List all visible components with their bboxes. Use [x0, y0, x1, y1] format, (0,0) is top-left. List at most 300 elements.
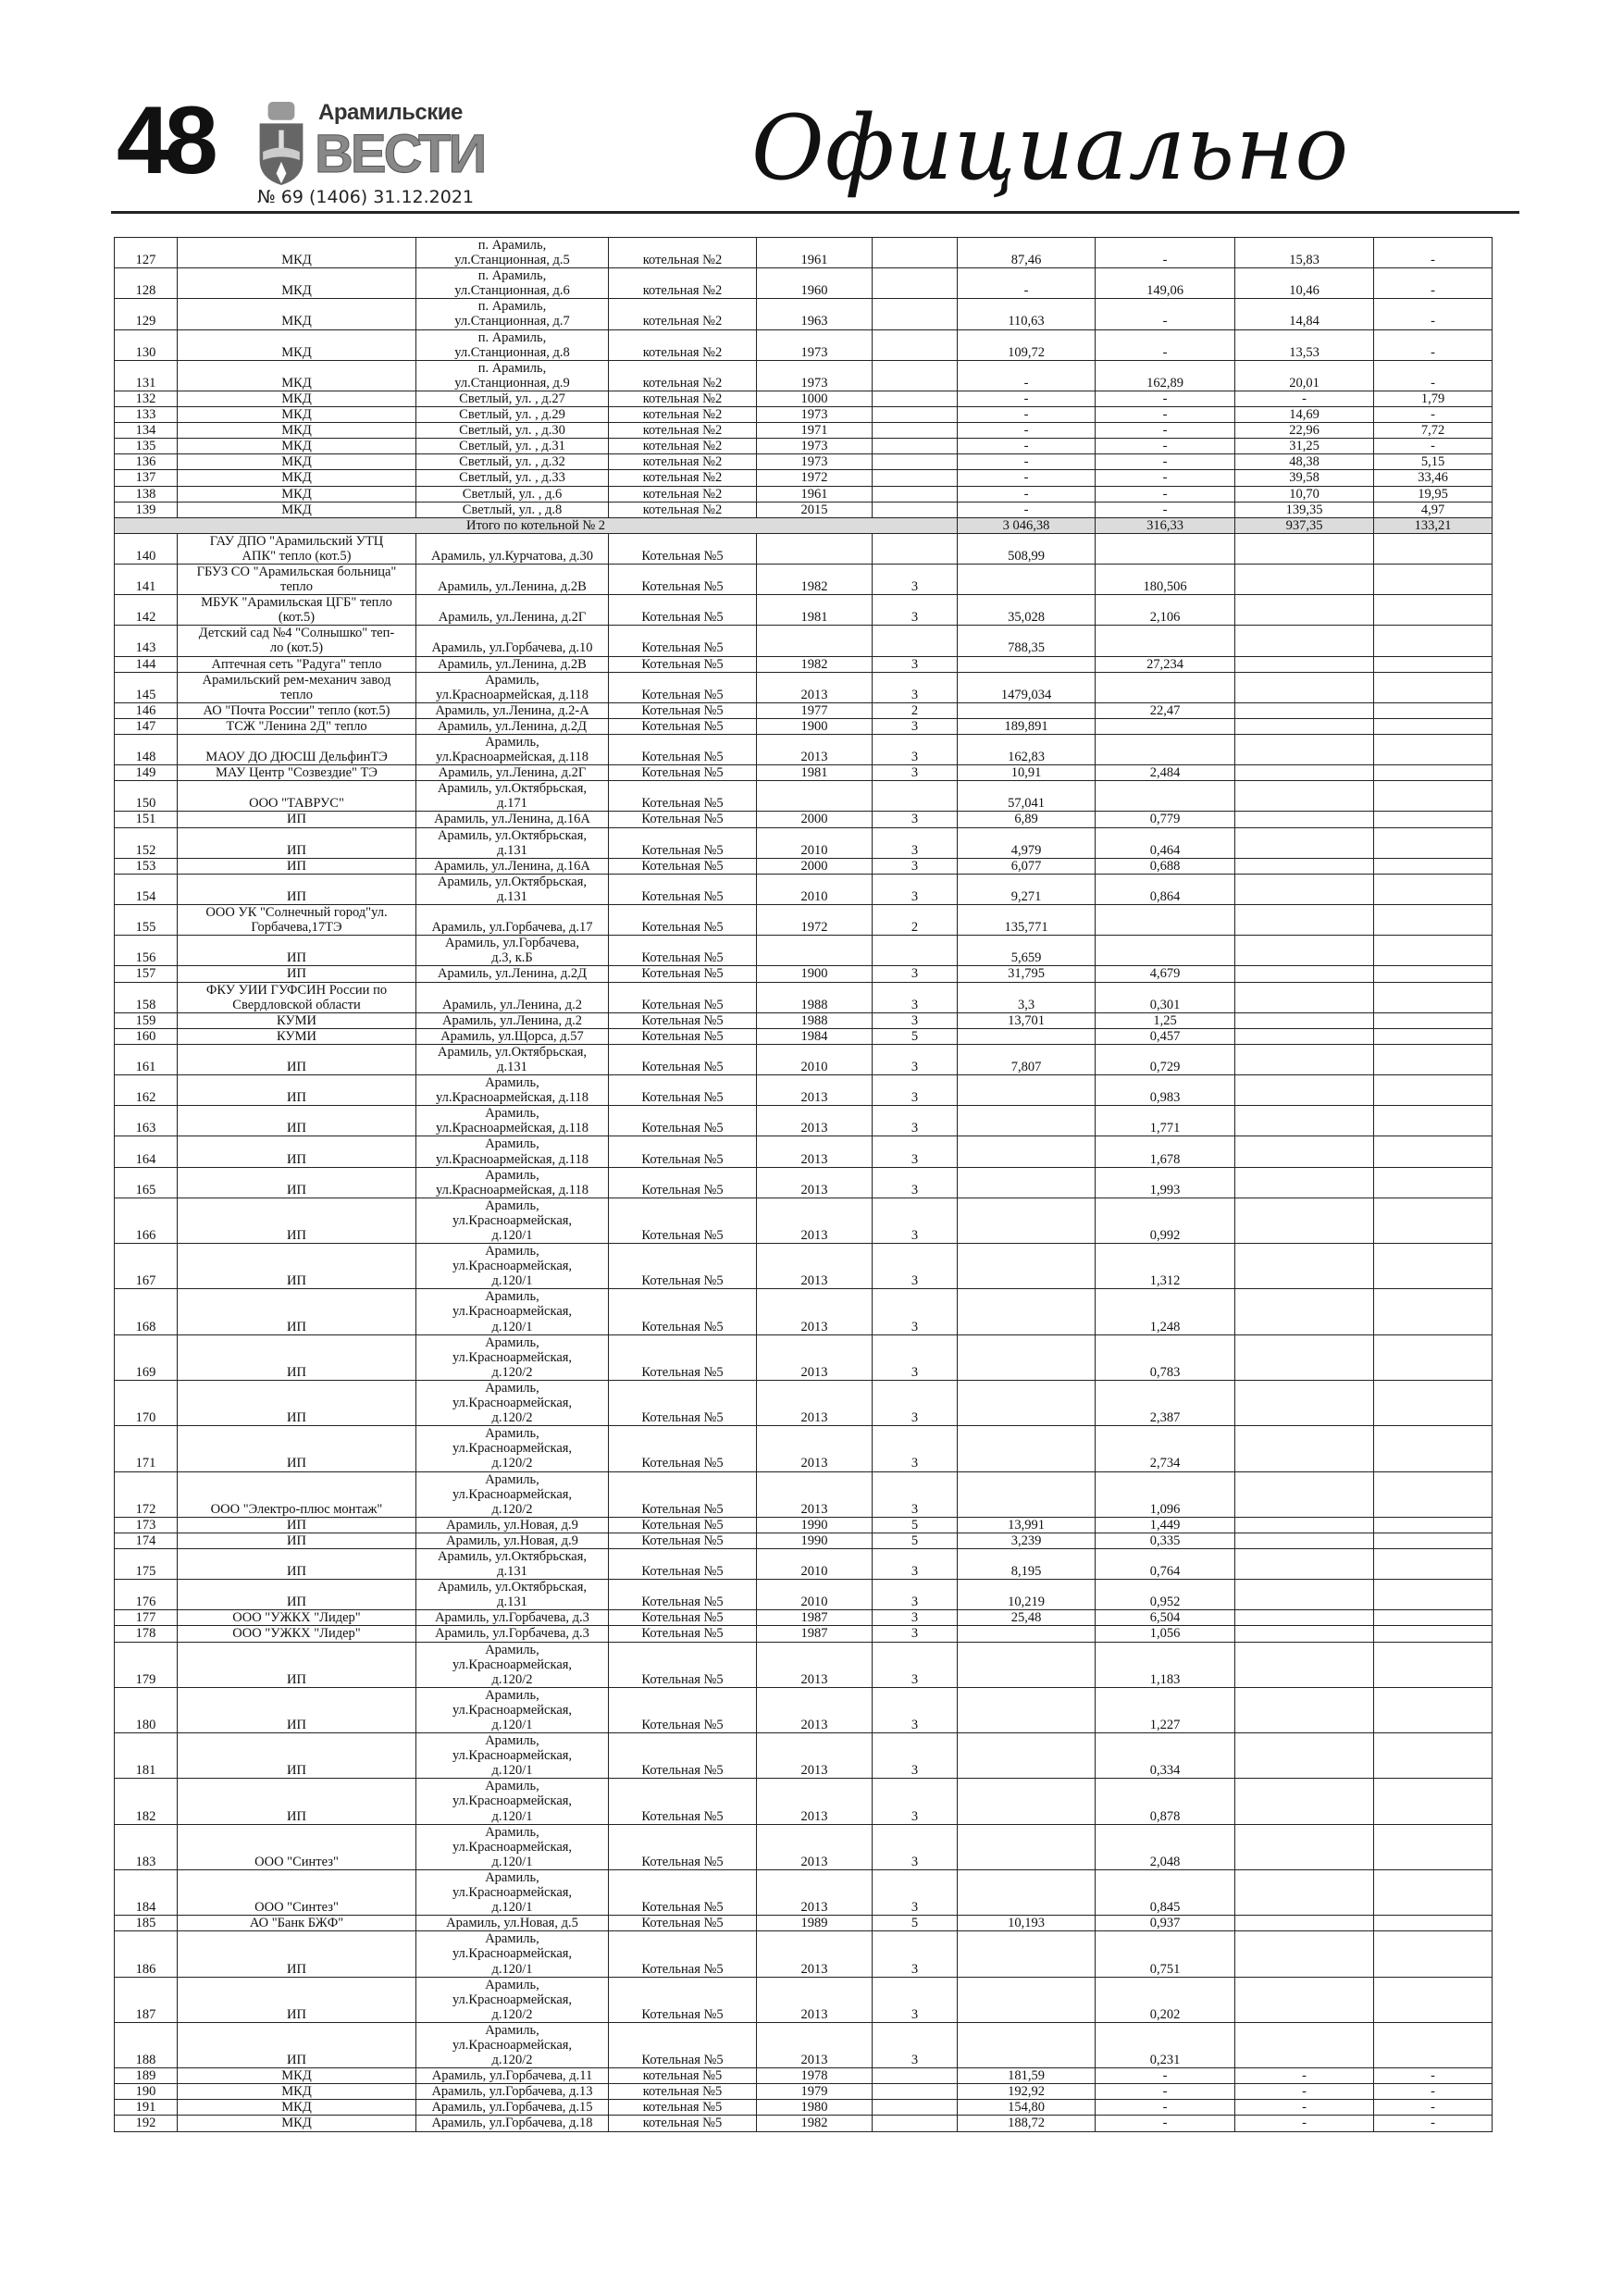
table-row	[115, 1533, 1493, 1548]
cell-consumer: МКД	[178, 502, 416, 517]
cell-value-4	[1374, 718, 1493, 734]
cell-floors: 3	[873, 1167, 958, 1198]
cell-row-number: 129	[115, 299, 178, 329]
cell-row-number: 139	[115, 502, 178, 517]
cell-floors	[873, 470, 958, 486]
cell-row-number: 137	[115, 470, 178, 486]
cell-value-2: 0,751	[1096, 1931, 1235, 1977]
cell-value-3: 48,38	[1235, 454, 1374, 470]
cell-consumer: ИП	[178, 1580, 416, 1610]
cell-value-1	[958, 1869, 1096, 1915]
cell-value-4: 19,95	[1374, 486, 1493, 502]
cell-consumer: ИП	[178, 1106, 416, 1136]
cell-row-number: 152	[115, 827, 178, 858]
cell-value-2: 0,952	[1096, 1580, 1235, 1610]
cell-value-4	[1374, 905, 1493, 936]
cell-boiler-house: Котельная №5	[609, 1244, 757, 1289]
cell-boiler-house: котельная №2	[609, 454, 757, 470]
cell-year: 1978	[757, 2068, 873, 2084]
cell-consumer: МКД	[178, 423, 416, 439]
cell-year: 1989	[757, 1916, 873, 1931]
cell-value-2	[1096, 672, 1235, 702]
cell-value-3	[1235, 656, 1374, 672]
cell-boiler-house: Котельная №5	[609, 858, 757, 874]
cell-boiler-house: котельная №2	[609, 268, 757, 299]
table-row	[115, 765, 1493, 781]
cell-year: 1000	[757, 391, 873, 406]
cell-value-1	[958, 1471, 1096, 1517]
cell-value-2: 1,449	[1096, 1517, 1235, 1533]
table-row	[115, 781, 1493, 812]
cell-floors: 3	[873, 656, 958, 672]
cell-row-number: 156	[115, 936, 178, 966]
cell-value-3	[1235, 781, 1374, 812]
cell-value-1: 162,83	[958, 735, 1096, 765]
cell-address: Арамиль, ул.Горбачева, д.3	[416, 1626, 609, 1642]
cell-value-3	[1235, 1610, 1374, 1626]
cell-boiler-house: Котельная №5	[609, 812, 757, 827]
cell-value-4	[1374, 1028, 1493, 1044]
cell-value-1: 109,72	[958, 329, 1096, 360]
cell-consumer: ИП	[178, 1977, 416, 2022]
cell-address: Арамиль, ул.Ленина, д.2В	[416, 564, 609, 594]
logo-top-text: Арамильские	[318, 100, 463, 125]
cell-address: п. Арамиль, ул.Станционная, д.6	[416, 268, 609, 299]
cell-address: Светлый, ул. , д.29	[416, 407, 609, 423]
cell-boiler-house: Котельная №5	[609, 1198, 757, 1243]
cell-year: 2013	[757, 1244, 873, 1289]
cell-row-number: 158	[115, 982, 178, 1012]
cell-value-1: 10,193	[958, 1916, 1096, 1931]
cell-consumer: МАОУ ДО ДЮСШ ДельфинТЭ	[178, 735, 416, 765]
cell-year: 2013	[757, 1733, 873, 1779]
cell-boiler-house: котельная №2	[609, 502, 757, 517]
cell-value-4: -	[1374, 2116, 1493, 2131]
cell-floors: 3	[873, 1380, 958, 1425]
cell-value-1: 35,028	[958, 595, 1096, 626]
cell-row-number: 172	[115, 1471, 178, 1517]
cell-address: Арамиль, ул.Новая, д.9	[416, 1517, 609, 1533]
cell-floors: 5	[873, 1916, 958, 1931]
cell-year: 1960	[757, 268, 873, 299]
cell-value-3	[1235, 1380, 1374, 1425]
cell-consumer: МКД	[178, 360, 416, 391]
cell-value-3: -	[1235, 2068, 1374, 2084]
cell-value-4: 4,97	[1374, 502, 1493, 517]
cell-row-number: 160	[115, 1028, 178, 1044]
cell-address: Арамиль, ул.Красноармейская, д.120/1	[416, 1198, 609, 1243]
cell-value-1: 9,271	[958, 874, 1096, 904]
cell-floors: 5	[873, 1533, 958, 1548]
cell-value-4	[1374, 1517, 1493, 1533]
cell-value-1: 1479,034	[958, 672, 1096, 702]
cell-value-4	[1374, 812, 1493, 827]
cell-value-4: -	[1374, 407, 1493, 423]
cell-value-3	[1235, 1167, 1374, 1198]
table-row	[115, 268, 1493, 299]
cell-consumer: МКД	[178, 470, 416, 486]
table-row	[115, 1471, 1493, 1517]
cell-year: 2013	[757, 1167, 873, 1198]
cell-value-4	[1374, 781, 1493, 812]
cell-consumer: ИП	[178, 812, 416, 827]
cell-value-1: 192,92	[958, 2084, 1096, 2100]
table-row	[115, 1136, 1493, 1167]
cell-address: Арамиль, ул.Ленина, д.2	[416, 1012, 609, 1028]
cell-consumer: МКД	[178, 454, 416, 470]
cell-value-4	[1374, 1733, 1493, 1779]
cell-value-4: 1,79	[1374, 391, 1493, 406]
cell-consumer: Арамильский рем-механич завод тепло	[178, 672, 416, 702]
cell-address: Арамиль, ул.Октябрьская, д.131	[416, 827, 609, 858]
total-label: Итого по котельной № 2	[115, 517, 958, 533]
cell-row-number: 167	[115, 1244, 178, 1289]
table-row	[115, 360, 1493, 391]
cell-consumer: ИП	[178, 2022, 416, 2067]
cell-value-3	[1235, 1012, 1374, 1028]
cell-value-4	[1374, 1580, 1493, 1610]
cell-boiler-house: котельная №2	[609, 407, 757, 423]
cell-value-3	[1235, 672, 1374, 702]
table-row	[115, 533, 1493, 564]
cell-value-2: 2,734	[1096, 1426, 1235, 1471]
cell-year: 1981	[757, 595, 873, 626]
cell-boiler-house: Котельная №5	[609, 1471, 757, 1517]
cell-consumer: ИП	[178, 1198, 416, 1243]
cell-value-2: 1,096	[1096, 1471, 1235, 1517]
cell-year: 2010	[757, 827, 873, 858]
cell-year: 2013	[757, 1824, 873, 1869]
cell-boiler-house: Котельная №5	[609, 735, 757, 765]
cell-value-2: 0,864	[1096, 874, 1235, 904]
cell-consumer: ИП	[178, 1244, 416, 1289]
cell-value-4	[1374, 1533, 1493, 1548]
cell-value-4	[1374, 2022, 1493, 2067]
cell-address: Светлый, ул. , д.32	[416, 454, 609, 470]
cell-year: 2000	[757, 858, 873, 874]
cell-row-number: 148	[115, 735, 178, 765]
cell-address: Арамиль, ул.Щорса, д.57	[416, 1028, 609, 1044]
cell-row-number: 144	[115, 656, 178, 672]
cell-address: Арамиль, ул.Красноармейская, д.118	[416, 1106, 609, 1136]
table-row	[115, 1106, 1493, 1136]
cell-consumer: МКД	[178, 407, 416, 423]
cell-value-3	[1235, 564, 1374, 594]
cell-floors: 3	[873, 1687, 958, 1732]
cell-value-3	[1235, 533, 1374, 564]
cell-row-number: 181	[115, 1733, 178, 1779]
cell-value-1	[958, 1779, 1096, 1824]
cell-address: Арамиль, ул.Красноармейская, д.118	[416, 1167, 609, 1198]
cell-address: Арамиль, ул.Горбачева, д.10	[416, 626, 609, 656]
cell-year: 2013	[757, 1075, 873, 1106]
cell-address: Арамиль, ул.Курчатова, д.30	[416, 533, 609, 564]
cell-address: Светлый, ул. , д.8	[416, 502, 609, 517]
cell-address: Светлый, ул. , д.30	[416, 423, 609, 439]
cell-value-4: -	[1374, 439, 1493, 454]
cell-address: Арамиль, ул.Горбачева, д.3, к.Б	[416, 936, 609, 966]
cell-value-1: -	[958, 486, 1096, 502]
cell-address: Арамиль, ул.Красноармейская, д.118	[416, 1136, 609, 1167]
cell-consumer: ФКУ УИИ ГУФСИН России по Свердловской области	[178, 982, 416, 1012]
table-row	[115, 2022, 1493, 2067]
cell-floors: 2	[873, 905, 958, 936]
cell-value-3	[1235, 1931, 1374, 1977]
cell-value-4	[1374, 1931, 1493, 1977]
cell-consumer: МКД	[178, 299, 416, 329]
cell-value-3	[1235, 1517, 1374, 1533]
cell-value-2: -	[1096, 439, 1235, 454]
cell-boiler-house: Котельная №5	[609, 1687, 757, 1732]
cell-year: 2013	[757, 1106, 873, 1136]
cell-row-number: 128	[115, 268, 178, 299]
cell-row-number: 143	[115, 626, 178, 656]
cell-floors	[873, 626, 958, 656]
cell-address: Светлый, ул. , д.33	[416, 470, 609, 486]
cell-row-number: 176	[115, 1580, 178, 1610]
cell-value-1: 13,991	[958, 1517, 1096, 1533]
cell-row-number: 136	[115, 454, 178, 470]
cell-consumer: МКД	[178, 268, 416, 299]
cell-boiler-house: Котельная №5	[609, 595, 757, 626]
cell-consumer: МБУК "Арамильская ЦГБ" тепло (кот.5)	[178, 595, 416, 626]
cell-year: 2013	[757, 1779, 873, 1824]
cell-address: Арамиль, ул.Красноармейская, д.120/2	[416, 1977, 609, 2022]
cell-value-2: 2,106	[1096, 595, 1235, 626]
cell-year: 1963	[757, 299, 873, 329]
cell-consumer: АО "Почта России" тепло (кот.5)	[178, 702, 416, 718]
cell-value-3	[1235, 858, 1374, 874]
cell-value-3	[1235, 1733, 1374, 1779]
cell-value-1: 57,041	[958, 781, 1096, 812]
cell-value-3	[1235, 1471, 1374, 1517]
cell-value-1: 788,35	[958, 626, 1096, 656]
table-row	[115, 1517, 1493, 1533]
cell-value-1: 13,701	[958, 1012, 1096, 1028]
cell-boiler-house: Котельная №5	[609, 1931, 757, 1977]
cell-consumer: ИП	[178, 1289, 416, 1334]
cell-value-2	[1096, 905, 1235, 936]
cell-value-1: 3,3	[958, 982, 1096, 1012]
cell-row-number: 147	[115, 718, 178, 734]
cell-address: Арамиль, ул.Красноармейская, д.120/1	[416, 1824, 609, 1869]
cell-floors: 3	[873, 1580, 958, 1610]
cell-row-number: 135	[115, 439, 178, 454]
cell-consumer: АО "Банк БЖФ"	[178, 1916, 416, 1931]
cell-floors: 3	[873, 1198, 958, 1243]
cell-row-number: 179	[115, 1642, 178, 1687]
cell-row-number: 170	[115, 1380, 178, 1425]
cell-value-3	[1235, 1289, 1374, 1334]
cell-consumer: ГБУЗ СО "Арамильская больница" тепло	[178, 564, 416, 594]
cell-address: Арамиль, ул.Красноармейская, д.118	[416, 1075, 609, 1106]
newspaper-logo	[255, 102, 487, 185]
cell-value-2: 0,301	[1096, 982, 1235, 1012]
cell-floors: 3	[873, 718, 958, 734]
cell-floors	[873, 238, 958, 268]
cell-address: Арамиль, ул.Красноармейская, д.120/2	[416, 1426, 609, 1471]
cell-value-2: 149,06	[1096, 268, 1235, 299]
table-row	[115, 1334, 1493, 1380]
table-row	[115, 1028, 1493, 1044]
cell-address: Арамиль, ул.Горбачева, д.13	[416, 2084, 609, 2100]
cell-value-1	[958, 1824, 1096, 1869]
cell-boiler-house: Котельная №5	[609, 1626, 757, 1642]
cell-value-4: 5,15	[1374, 454, 1493, 470]
cell-floors	[873, 936, 958, 966]
cell-boiler-house: котельная №5	[609, 2068, 757, 2084]
cell-floors	[873, 2084, 958, 2100]
cell-address: Арамиль, ул.Ленина, д.16А	[416, 812, 609, 827]
cell-value-2: 22,47	[1096, 702, 1235, 718]
cell-value-2: 0,231	[1096, 2022, 1235, 2067]
coat-of-arms-icon	[255, 102, 307, 185]
cell-row-number: 127	[115, 238, 178, 268]
table-row	[115, 1198, 1493, 1243]
cell-value-3	[1235, 1626, 1374, 1642]
cell-consumer: ИП	[178, 1426, 416, 1471]
cell-address: Арамиль, ул.Красноармейская, д.118	[416, 735, 609, 765]
cell-value-4	[1374, 982, 1493, 1012]
cell-value-2: 27,234	[1096, 656, 1235, 672]
cell-floors	[873, 781, 958, 812]
cell-value-1	[958, 564, 1096, 594]
cell-value-3: 39,58	[1235, 470, 1374, 486]
cell-boiler-house: Котельная №5	[609, 1044, 757, 1074]
cell-year: 2000	[757, 812, 873, 827]
cell-boiler-house: котельная №2	[609, 360, 757, 391]
cell-value-1	[958, 1167, 1096, 1198]
cell-value-4: 7,72	[1374, 423, 1493, 439]
cell-consumer: ИП	[178, 1044, 416, 1074]
issue-info: № 69 (1406) 31.12.2021	[257, 187, 475, 207]
cell-value-2	[1096, 533, 1235, 564]
cell-value-1: 3,239	[958, 1533, 1096, 1548]
cell-year: 2013	[757, 735, 873, 765]
cell-row-number: 165	[115, 1167, 178, 1198]
cell-consumer: ИП	[178, 1548, 416, 1579]
cell-value-3	[1235, 702, 1374, 718]
cell-address: Арамиль, ул.Октябрьская, д.171	[416, 781, 609, 812]
cell-boiler-house: котельная №2	[609, 423, 757, 439]
cell-row-number: 166	[115, 1198, 178, 1243]
cell-value-3	[1235, 1548, 1374, 1579]
cell-year: 2013	[757, 1931, 873, 1977]
cell-value-4	[1374, 533, 1493, 564]
cell-floors: 3	[873, 1136, 958, 1167]
cell-boiler-house: Котельная №5	[609, 564, 757, 594]
table-row	[115, 238, 1493, 268]
cell-floors: 3	[873, 858, 958, 874]
cell-value-1: -	[958, 454, 1096, 470]
cell-consumer: ИП	[178, 1533, 416, 1548]
cell-value-2	[1096, 781, 1235, 812]
cell-value-3	[1235, 1533, 1374, 1548]
cell-address: Арамиль, ул.Ленина, д.2	[416, 982, 609, 1012]
cell-value-1	[958, 1028, 1096, 1044]
cell-address: Арамиль, ул.Красноармейская, д.120/1	[416, 1244, 609, 1289]
cell-boiler-house: Котельная №5	[609, 1075, 757, 1106]
table-row	[115, 2068, 1493, 2084]
cell-value-2: -	[1096, 299, 1235, 329]
cell-value-4	[1374, 1136, 1493, 1167]
cell-consumer: ИП	[178, 1136, 416, 1167]
cell-value-3	[1235, 595, 1374, 626]
cell-value-2: 1,678	[1096, 1136, 1235, 1167]
cell-value-3	[1235, 966, 1374, 982]
cell-row-number: 183	[115, 1824, 178, 1869]
table-row	[115, 1426, 1493, 1471]
cell-boiler-house: котельная №2	[609, 391, 757, 406]
cell-row-number: 163	[115, 1106, 178, 1136]
cell-year: 2013	[757, 1198, 873, 1243]
cell-year: 1982	[757, 2116, 873, 2131]
cell-boiler-house: Котельная №5	[609, 765, 757, 781]
cell-boiler-house: Котельная №5	[609, 982, 757, 1012]
table-row	[115, 439, 1493, 454]
cell-consumer: ИП	[178, 1517, 416, 1533]
cell-floors: 3	[873, 1244, 958, 1289]
cell-year: 1973	[757, 329, 873, 360]
cell-value-2: -	[1096, 486, 1235, 502]
cell-floors: 3	[873, 1471, 958, 1517]
cell-value-1: 6,077	[958, 858, 1096, 874]
cell-value-1	[958, 1380, 1096, 1425]
cell-value-1	[958, 1334, 1096, 1380]
cell-row-number: 180	[115, 1687, 178, 1732]
cell-address: Арамиль, ул.Красноармейская, д.120/2	[416, 1380, 609, 1425]
cell-value-1: -	[958, 502, 1096, 517]
cell-boiler-house: Котельная №5	[609, 1012, 757, 1028]
table-row	[115, 1244, 1493, 1289]
cell-value-4: -	[1374, 2068, 1493, 2084]
cell-address: Арамиль, ул.Октябрьская, д.131	[416, 1044, 609, 1074]
cell-year: 1977	[757, 702, 873, 718]
cell-row-number: 153	[115, 858, 178, 874]
cell-floors: 3	[873, 735, 958, 765]
cell-boiler-house: Котельная №5	[609, 1106, 757, 1136]
cell-value-3: -	[1235, 2100, 1374, 2116]
cell-boiler-house: Котельная №5	[609, 626, 757, 656]
table-row	[115, 1548, 1493, 1579]
cell-consumer: ООО "УЖКХ "Лидер"	[178, 1610, 416, 1626]
cell-address: Арамиль, ул.Красноармейская, д.120/1	[416, 1779, 609, 1824]
table-row	[115, 1044, 1493, 1074]
cell-value-3: 10,70	[1235, 486, 1374, 502]
cell-value-3: 22,96	[1235, 423, 1374, 439]
cell-row-number: 173	[115, 1517, 178, 1533]
cell-floors: 3	[873, 765, 958, 781]
cell-value-4: -	[1374, 2084, 1493, 2100]
table-row	[115, 1687, 1493, 1732]
cell-value-4	[1374, 1610, 1493, 1626]
table-row	[115, 966, 1493, 982]
cell-row-number: 191	[115, 2100, 178, 2116]
cell-value-2: 0,202	[1096, 1977, 1235, 2022]
cell-consumer: МКД	[178, 2100, 416, 2116]
cell-consumer: МКД	[178, 486, 416, 502]
cell-consumer: ИП	[178, 1642, 416, 1687]
cell-address: Арамиль, ул.Ленина, д.2Г	[416, 595, 609, 626]
table-row	[115, 656, 1493, 672]
cell-value-1	[958, 1136, 1096, 1167]
cell-value-4	[1374, 1044, 1493, 1074]
cell-value-1: 4,979	[958, 827, 1096, 858]
cell-value-2: 0,457	[1096, 1028, 1235, 1044]
cell-value-1: 10,91	[958, 765, 1096, 781]
cell-address: п. Арамиль, ул.Станционная, д.5	[416, 238, 609, 268]
table-row	[115, 626, 1493, 656]
